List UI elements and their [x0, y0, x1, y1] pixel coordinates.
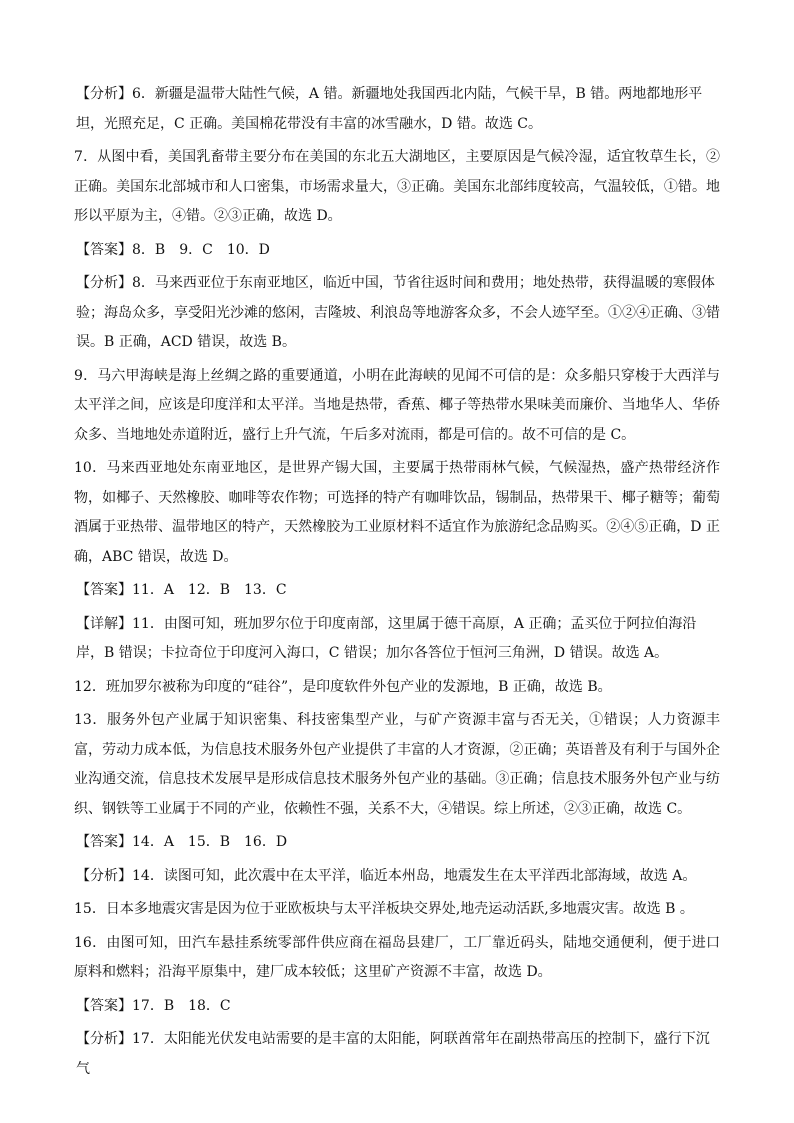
explanation-paragraph-7: 7．从图中看，美国乳畜带主要分布在美国的东北五大湖地区，主要原因是气候冷湿，适宜牧草生长，②正确。美国东北部城市和人口密集，市场需求量大，③正确。美国东北部纬度较高，气温较低，①错。地形以平原为主，④错。②③正确，故选 D。	[74, 149, 720, 224]
answer-line-14-16: 【答案】14．A 15．B 16．D	[76, 834, 288, 850]
analysis-paragraph-6: 【分析】6．新疆是温带大陆性气候，A 错。新疆地处我国西北内陆，气候干旱，B 错。两地都地形平坦，光照充足，C 正确。美国棉花带没有丰富的冰雪融水，D 错。故选 C。	[76, 86, 703, 132]
detail-paragraph-11: 【详解】11．由图可知，班加罗尔位于印度南部，这里属于德干高原，A 正确；孟买位于阿拉伯海沿岸，B 错误；卡拉奇位于印度河入海口，C 错误；加尔各答位于恒河三角洲，D 错误。故选 A。	[76, 615, 697, 661]
explanation-paragraph-10: 10．马来西亚地处东南亚地区，是世界产锡大国，主要属于热带雨林气候，气候湿热，盛产热带经济作物，如椰子、天然橡胶、咖啡等农作物；可选择的特产有咖啡饮品，锡制品，热带果干、椰子糖等；葡萄酒属于亚热带、温带地区的特产，天然橡胶为工业原材料不适宜作为旅游纪念品购买。②④⑤正确，D 正确，ABC 错误，故选 D。	[74, 460, 720, 565]
explanation-paragraph-13: 13．服务外包产业属于知识密集、科技密集型产业，与矿产资源丰富与否无关，①错误；人力资源丰富，劳动力成本低，为信息技术服务外包产业提供了丰富的人才资源，②正确；英语普及有利于与国外企业沟通交流，信息技术发展早是形成信息技术服务外包产业的基础。③正确；信息技术服务外包产业与纺织、钢铁等工业属于不同的产业，依赖性不强，关系不大，④错误。综上所述，②③正确，故选 C。	[74, 712, 720, 817]
analysis-paragraph-8: 【分析】8．马来西亚位于东南亚地区，临近中国，节省往返时间和费用；地处热带，获得温暖的寒假体验；海岛众多，享受阳光沙滩的悠闲，吉隆坡、利浪岛等地游客众多，不会人迹罕至。①②④正确、③错误。B 正确，ACD 错误，故选 B。	[76, 275, 720, 350]
explanation-paragraph-12: 12．班加罗尔被称为印度的“硅谷”，是印度软件外包产业的发源地，B 正确，故选 B。	[74, 678, 612, 695]
explanation-paragraph-16: 16．由图可知，田汽车悬挂系统零部件供应商在福岛县建厂，工厂靠近码头，陆地交通便利，便于进口原料和燃料；沿海平原集中，建厂成本较低；这里矿产资源不丰富，故选 D。	[74, 934, 720, 980]
analysis-paragraph-17: 【分析】17．太阳能光伏发电站需要的是丰富的太阳能，阿联酋常年在副热带高压的控制下，盛行下沉气	[76, 1031, 710, 1077]
answer-line-11-13: 【答案】11．A 12．B 13．C	[76, 582, 287, 598]
analysis-paragraph-14: 【分析】14．读图可知，此次震中在太平洋，临近本州岛，地震发生在太平洋西北部海域，故选 A。	[76, 867, 697, 884]
answer-line-17-18: 【答案】17．B 18．C	[76, 997, 231, 1014]
answer-line-8-10: 【答案】8．B 9．C 10．D	[76, 241, 270, 258]
explanation-paragraph-9: 9．马六甲海峡是海上丝绸之路的重要通道，小明在此海峡的见闻不可信的是：众多船只穿梭于大西洋与太平洋之间，应该是印度洋和太平洋。当地是热带，香蕉、椰子等热带水果味美而廉价、当地华人、华侨众多、当地地处赤道附近，盛行上升气流，午后多对流雨，都是可信的。故不可信的是 C。	[74, 367, 720, 443]
explanation-paragraph-15: 15．日本多地震灾害是因为位于亚欧板块与太平洋板块交界处,地壳运动活跃,多地震灾害。故选 B 。	[74, 901, 694, 917]
